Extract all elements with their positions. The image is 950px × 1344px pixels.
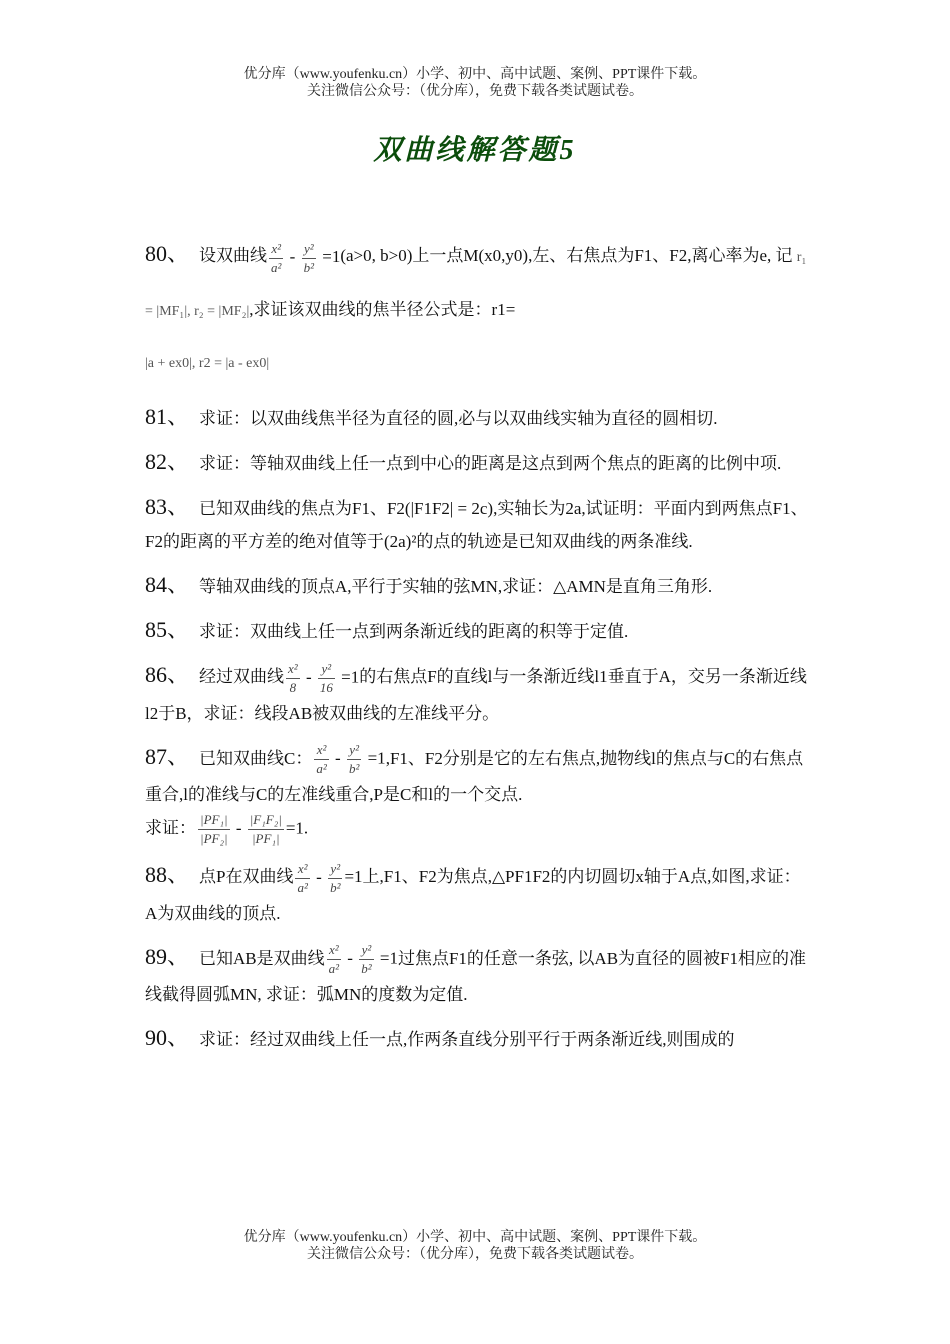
page-title: 双曲线解答题5 <box>373 135 577 166</box>
page-header <box>0 66 950 100</box>
header-line-2: 关注微信公众号：（优分库），免费下载各类试题试卷。 <box>307 84 643 99</box>
proof-statement: 求证： $\frac{\text{|PF₁|}}{\text{|PF₂|}}$ - $\frac{\text{|F₁F₂|}}{\text{|PF₁|}}$ =1. <box>145 812 309 847</box>
problem-text: 经过双曲线 <box>199 667 285 686</box>
problem-82 <box>145 445 809 480</box>
hyperbola-equation: $\frac{\text{x²}}{8}$ - $\frac{\text{y²}}{16}$ =1 <box>288 660 360 695</box>
problem-number: 85、 <box>145 617 190 642</box>
problem-text: 设双曲线 <box>199 246 268 265</box>
hyperbola-equation: $\frac{\text{x²}}{\text{a²}}$ - $\frac{\text{y²}}{\text{b²}}$ =1 <box>316 742 386 777</box>
problem-90 <box>145 1021 809 1056</box>
problem-number: 81、 <box>145 404 190 429</box>
hyperbola-equation: $\frac{\text{x²}}{\text{a²}}$ - $\frac{\text{y²}}{\text{b²}}$ =1 <box>328 942 398 977</box>
header-line-1: 优分库（www.youfenku.cn）小学、初中、高中试题、案例、PPT课件下载。 <box>243 67 707 82</box>
footer-line-2: 关注微信公众号：（优分库），免费下载各类试题试卷。 <box>307 1247 643 1262</box>
problem-text: 点P在双曲线 <box>199 867 294 887</box>
problem-81 <box>145 400 809 435</box>
problem-number: 80、 <box>145 241 190 266</box>
problem-text: 求证：以双曲线焦半径为直径的圆,必与以双曲线实轴为直径的圆相切. <box>199 409 718 428</box>
problem-text: ,F1、F2分别是它的左右焦点,抛物线l的焦点与C的右焦点重合,l的准线与C的左准线重合,P是C和l的一个交点. <box>145 748 804 805</box>
problem-text: 已知双曲线C： <box>199 748 313 768</box>
problem-80 <box>145 228 809 390</box>
problem-83 <box>145 490 809 558</box>
hyperbola-equation: $\frac{\text{x²}}{\text{a²}}$ - $\frac{\text{y²}}{\text{b²}}$ =1 <box>271 240 341 275</box>
problem-text: =1上,F1、F2为焦点,△PF1F2的内切圆切x轴于A点,如图,求证：A为双曲线的顶点. <box>145 867 801 923</box>
focal-radius-formula: |a + ex0|, r2 = |a - ex0| <box>145 356 270 371</box>
problem-89 <box>145 940 809 1012</box>
problem-text: 求证：等轴双曲线上任一点到中心的距离是这点到两个焦点的距离的比例中项. <box>199 454 782 473</box>
problem-84 <box>145 568 809 603</box>
hyperbola-equation: $\frac{\text{x²}}{\text{a²}}$ - $\frac{\text{y²}}{\text{b²}}$ <box>297 860 341 895</box>
ratio-expression: $\frac{\text{|PF₁|}}{\text{|PF₂|}}$ - $\frac{\text{|F₁F₂|}}{\text{|PF₁|}}$ <box>200 812 282 847</box>
problem-number: 88、 <box>145 862 190 888</box>
problem-87 <box>145 740 809 849</box>
problem-88 <box>145 858 809 930</box>
problem-list <box>145 228 809 1066</box>
problem-text: ,求证该双曲线的焦半径公式是：r1= <box>249 300 516 319</box>
problem-text: 求证：双曲线上任一点到两条渐近线的距离的积等于定值. <box>199 622 629 641</box>
problem-text: (a>0, b>0)上一点M(x0,y0),左、右焦点为F1、F2,离心率为e, 记 <box>340 246 793 265</box>
problem-number: 86、 <box>145 662 190 687</box>
problem-text: 已知双曲线的焦点为F1、F2(|F1F2| = 2c),实轴长为2a,试证明：平面内到两焦点F1、F2的距离的平方差的绝对值等于(2a)²的点的轨迹是已知双曲线的两条准线. <box>145 499 808 551</box>
problem-number: 84、 <box>145 572 190 597</box>
problem-86 <box>145 658 809 730</box>
problem-text: 等轴双曲线的顶点A,平行于实轴的弦MN,求证：△AMN是直角三角形. <box>199 577 713 596</box>
problem-number: 89、 <box>145 943 190 969</box>
problem-number: 87、 <box>145 743 190 769</box>
problem-85 <box>145 613 809 648</box>
problem-text: 求证：经过双曲线上任一点,作两条直线分别平行于两条渐近线,则围成的 <box>199 1030 735 1050</box>
problem-text: 的右焦点F的直线l与一条渐近线l1垂直于A，交另一条渐近线l2于B，求证：线段AB被双曲线的左准线平分。 <box>145 667 807 723</box>
problem-number: 90、 <box>145 1025 190 1051</box>
page-footer <box>0 1229 950 1263</box>
problem-text: 过焦点F1的任意一条弦, 以AB为直径的圆被F1相应的准线截得圆弧MN, 求证：弧MN的度数为定值. <box>145 948 806 1005</box>
footer-line-1: 优分库（www.youfenku.cn）小学、初中、高中试题、案例、PPT课件下载。 <box>243 1230 707 1245</box>
problem-number: 82、 <box>145 449 190 474</box>
problem-number: 83、 <box>145 494 190 519</box>
focal-radius-definition: r₁ = |MF₁|, r₂ = |MF₂| <box>145 250 807 319</box>
problem-text: 已知AB是双曲线 <box>199 948 325 968</box>
